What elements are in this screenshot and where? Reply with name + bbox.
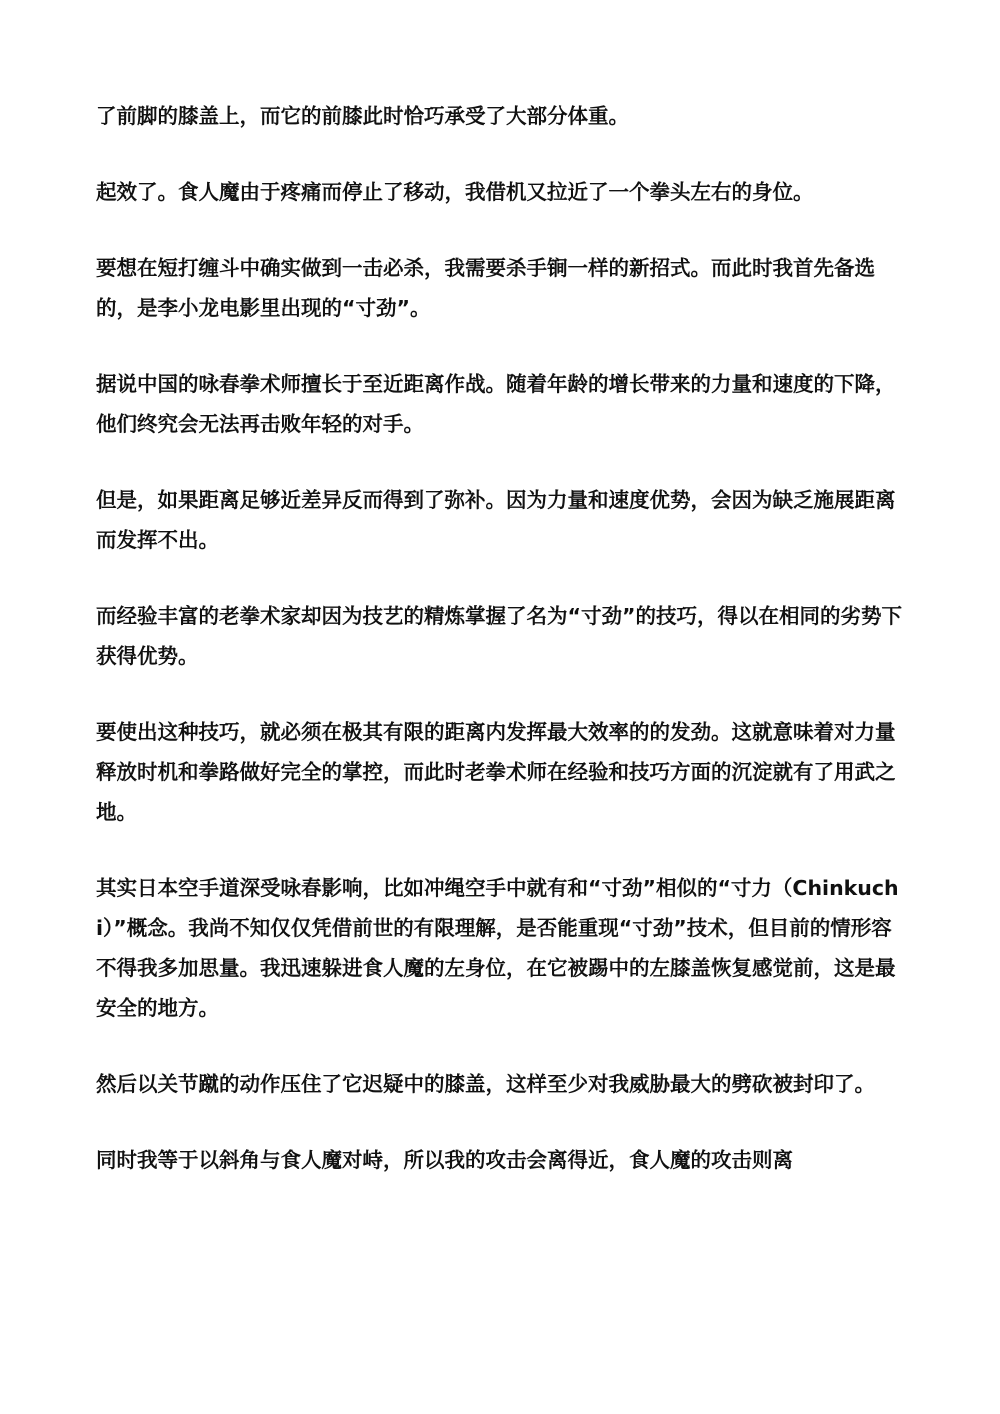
paragraph: 然后以关节蹴的动作压住了它迟疑中的膝盖，这样至少对我威胁最大的劈砍被封印了。 bbox=[96, 1072, 875, 1096]
paragraph: 起效了。食人魔由于疼痛而停止了移动，我借机又拉近了一个拳头左右的身位。 bbox=[96, 180, 814, 204]
paragraph: 了前脚的膝盖上，而它的前膝此时恰巧承受了大部分体重。 bbox=[96, 104, 629, 128]
paragraph: 同时我等于以斜角与食人魔对峙，所以我的攻击会离得近，食人魔的攻击则离 bbox=[96, 1148, 793, 1172]
text-column bbox=[96, 96, 904, 1216]
paragraph: 其实日本空手道深受咏春影响，比如冲绳空手中就有和“寸劲”相似的“寸力（Chinkuchi）”概念。我尚不知仅仅凭借前世的有限理解，是否能重现“寸劲”技术，但目前的情形容不得我多加思量。我迅速躲进食人魔的左身位，在它被踢中的左膝盖恢复感觉前，这是最安全的地方。 bbox=[96, 876, 899, 1020]
paragraph: 要使出这种技巧，就必须在极其有限的距离内发挥最大效率的的发劲。这就意味着对力量释放时机和拳路做好完全的掌控，而此时老拳术师在经验和技巧方面的沉淀就有了用武之地。 bbox=[96, 720, 896, 824]
paragraph: 要想在短打缠斗中确实做到一击必杀，我需要杀手锏一样的新招式。而此时我首先备选的，是李小龙电影里出现的“寸劲”。 bbox=[96, 256, 875, 320]
paragraph: 而经验丰富的老拳术家却因为技艺的精炼掌握了名为“寸劲”的技巧，得以在相同的劣势下获得优势。 bbox=[96, 604, 902, 668]
paragraph: 但是，如果距离足够近差异反而得到了弥补。因为力量和速度优势，会因为缺乏施展距离而发挥不出。 bbox=[96, 488, 896, 552]
paragraph: 据说中国的咏春拳术师擅长于至近距离作战。随着年龄的增长带来的力量和速度的下降，他们终究会无法再击败年轻的对手。 bbox=[96, 372, 896, 436]
